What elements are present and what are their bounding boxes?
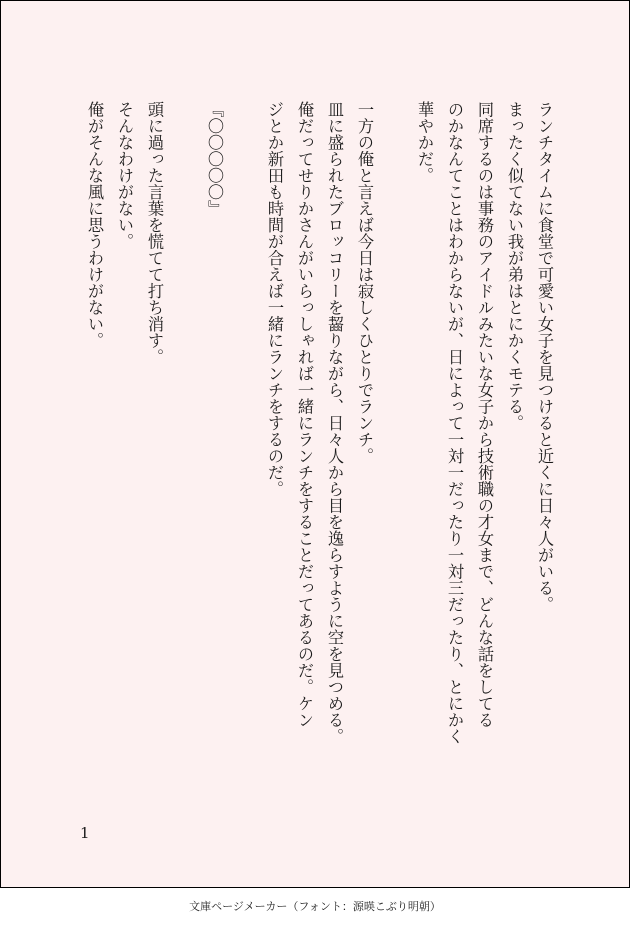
- text-line: 同席するのは事務のアイドルみたいな女子から技術職の才女まで、どんな話をしてる: [475, 101, 494, 728]
- text-line: 俺がそんな風に思うわけがない。: [85, 101, 104, 349]
- text-line: 皿に盛られたブロッコリーを齧りながら、日々人から目を逸らすように空を見つめる。: [325, 101, 344, 745]
- text-line: 華やかだ。: [415, 101, 434, 184]
- blank-line: [379, 101, 409, 841]
- vertical-text-body: [79, 101, 559, 841]
- text-line: そんなわけがない。: [115, 101, 134, 250]
- text-line: 『〇〇〇〇〇』: [205, 101, 224, 217]
- text-line: 俺だってせりかさんがいらっしゃれば一緒にランチをすることだってあるのだ。ケン: [295, 101, 314, 728]
- page-number: 1: [80, 824, 90, 842]
- text-line: まったく似てない我が弟はとにかくモテる。: [505, 101, 524, 431]
- blank-line: [169, 101, 199, 841]
- footer-caption: 文庫ページメーカー（フォント：源暎こぶり明朝）: [189, 900, 441, 913]
- text-line: ジとか新田も時間が合えば一緒にランチをするのだ。: [265, 101, 284, 497]
- text-line: のかなんてことはわからないが、日によって一対一だったり一対三だったり、とにかく: [445, 101, 464, 745]
- text-line: 一方の俺と言えば今日は寂しくひとりでランチ。: [355, 101, 374, 464]
- text-line: ランチタイムに食堂で可愛い女子を見つけると近くに日々人がいる。: [535, 101, 554, 613]
- text-line: 頭に過った言葉を慌てて打ち消す。: [145, 101, 164, 365]
- blank-line: [229, 101, 259, 841]
